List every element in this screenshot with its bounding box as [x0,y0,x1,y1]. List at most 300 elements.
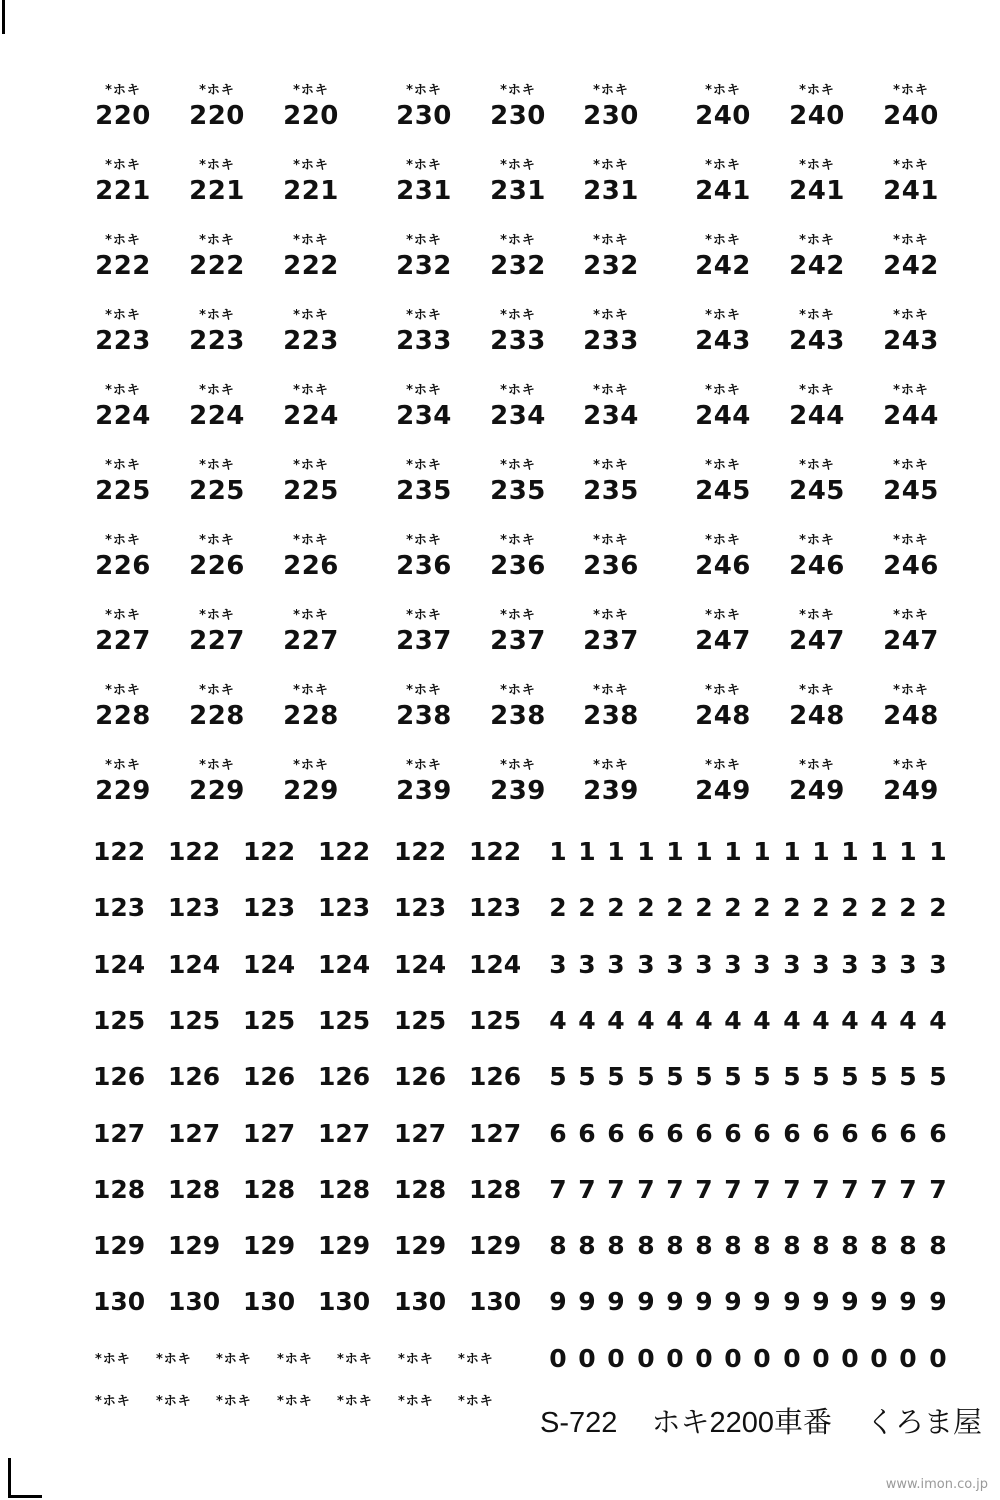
decal-prefix: *ホキ [799,158,835,173]
single-digit-decal: 4 [899,1006,917,1035]
decal-prefix: *ホキ [105,383,141,398]
decal-prefix: *ホキ [593,608,629,623]
decal-prefix: *ホキ [593,383,629,398]
car-number-decal [683,234,763,280]
decal-number: 247 [883,626,939,656]
car-number-decal [478,234,558,280]
decal-number: 226 [283,551,339,581]
decal-number: 249 [789,776,845,806]
single-digit-decal: 9 [753,1287,771,1316]
single-digit-decal: 6 [753,1119,771,1148]
decal-prefix: *ホキ [500,383,536,398]
single-digit-decal: 0 [666,1344,684,1373]
small-number-decal: 125 [394,1006,447,1035]
car-number-decal [83,459,163,505]
decal-number: 233 [583,326,639,356]
single-digit-decal: 0 [753,1344,771,1373]
car-number-decal [271,309,351,355]
decal-prefix: *ホキ [105,458,141,473]
car-number-decal [271,159,351,205]
single-digit-decal: 9 [724,1287,742,1316]
single-digit-decal: 7 [578,1175,596,1204]
decal-number: 243 [883,326,939,356]
small-number-decal: 123 [318,893,371,922]
decal-number: 236 [396,551,452,581]
decal-prefix: *ホキ [799,608,835,623]
single-digit-decal: 7 [870,1175,888,1204]
car-number-decal [571,159,651,205]
car-number-decal [478,759,558,805]
single-digit-decal: 5 [666,1062,684,1091]
car-number-decal [271,459,351,505]
car-number-decal [683,609,763,655]
car-number-decal [683,159,763,205]
car-number-decal [871,459,951,505]
small-number-decal: 127 [318,1119,371,1148]
decal-number: 231 [490,176,546,206]
decal-number: 240 [883,101,939,131]
decal-prefix: *ホキ [293,608,329,623]
single-digit-decal: 2 [695,893,713,922]
decal-number: 227 [189,626,245,656]
car-number-decal [571,759,651,805]
car-number-decal [571,609,651,655]
decal-number: 240 [695,101,751,131]
small-number-decal: 127 [394,1119,447,1148]
car-number-decal [177,159,257,205]
single-digit-decal: 3 [841,950,859,979]
single-digit-decal: 7 [637,1175,655,1204]
decal-prefix: *ホキ [293,683,329,698]
single-digit-decal: 0 [783,1344,801,1373]
decal-prefix: *ホキ [705,308,741,323]
car-number-decal [571,684,651,730]
car-number-decal [871,309,951,355]
small-number-decal: 128 [394,1175,447,1204]
single-digit-decal: 4 [841,1006,859,1035]
single-digit-decal: 2 [607,893,625,922]
car-number-decal [271,759,351,805]
decal-prefix: *ホキ [500,83,536,98]
single-digit-decal: 3 [549,950,567,979]
decal-number: 249 [883,776,939,806]
single-digit-decal: 0 [841,1344,859,1373]
car-number-decal [271,609,351,655]
car-number-decal [871,759,951,805]
small-number-decal: 123 [394,893,447,922]
single-digit-decal: 9 [783,1287,801,1316]
single-digit-decal: 1 [929,837,947,866]
car-number-decal [777,309,857,355]
single-digit-decal: 4 [578,1006,596,1035]
decal-number: 230 [490,101,546,131]
single-digit-decal: 8 [549,1231,567,1260]
decal-number: 242 [789,251,845,281]
small-number-decal: 125 [469,1006,522,1035]
car-number-decal [478,609,558,655]
decal-prefix: *ホキ [500,233,536,248]
small-number-decal: 126 [318,1062,371,1091]
single-digit-decal: 9 [549,1287,567,1316]
decal-number: 245 [883,476,939,506]
decal-number: 245 [789,476,845,506]
small-number-decal: 128 [243,1175,296,1204]
single-digit-decal: 5 [607,1062,625,1091]
car-number-decal [777,84,857,130]
decal-prefix: *ホキ [293,458,329,473]
single-digit-decal: 0 [695,1344,713,1373]
decal-prefix: *ホキ [593,758,629,773]
car-number-decal [871,609,951,655]
car-number-decal [177,459,257,505]
decal-prefix: *ホキ [199,533,235,548]
car-number-decal [384,309,464,355]
single-digit-decal: 8 [841,1231,859,1260]
single-digit-decal: 1 [666,837,684,866]
decal-number: 220 [95,101,151,131]
single-digit-decal: 6 [578,1119,596,1148]
decal-prefix: *ホキ [500,308,536,323]
decal-prefix: *ホキ [799,233,835,248]
small-number-decal: 130 [93,1287,146,1316]
decal-number: 239 [490,776,546,806]
small-number-decal: 123 [168,893,221,922]
car-number-decal [83,759,163,805]
single-digit-decal: 7 [812,1175,830,1204]
small-number-decal: 129 [168,1231,221,1260]
car-number-decal [271,384,351,430]
single-digit-decal: 2 [841,893,859,922]
single-digit-decal: 4 [549,1006,567,1035]
small-number-decal: 130 [318,1287,371,1316]
single-digit-decal: 3 [578,950,596,979]
decal-prefix: *ホキ [105,683,141,698]
decal-number: 247 [695,626,751,656]
single-digit-decal: 1 [637,837,655,866]
car-number-decal [177,309,257,355]
car-number-decal [871,684,951,730]
single-digit-decal: 3 [899,950,917,979]
decal-number: 235 [396,476,452,506]
decal-prefix: *ホキ [406,308,442,323]
car-number-decal [83,684,163,730]
decal-prefix: *ホキ [293,233,329,248]
decal-prefix: *ホキ [500,533,536,548]
decal-number: 241 [789,176,845,206]
car-number-decal [777,684,857,730]
car-number-decal [571,309,651,355]
decal-prefix: *ホキ [893,758,929,773]
decal-prefix: *ホキ [406,758,442,773]
small-number-decal: 125 [168,1006,221,1035]
small-number-decal: 123 [469,893,522,922]
single-digit-decal: 6 [870,1119,888,1148]
small-number-decal: 128 [318,1175,371,1204]
decal-number: 241 [883,176,939,206]
decal-number: 231 [396,176,452,206]
decal-number: 224 [189,401,245,431]
single-digit-decal: 9 [607,1287,625,1316]
decal-prefix: *ホキ [500,608,536,623]
decal-prefix: *ホキ [105,158,141,173]
decal-prefix: *ホキ [799,533,835,548]
prefix-decal: *ホキ [337,1352,373,1367]
single-digit-decal: 4 [637,1006,655,1035]
small-number-decal: 125 [318,1006,371,1035]
single-digit-decal: 7 [607,1175,625,1204]
single-digit-decal: 3 [637,950,655,979]
single-digit-decal: 1 [607,837,625,866]
single-digit-decal: 4 [666,1006,684,1035]
decal-number: 227 [283,626,339,656]
product-code: S-722 [540,1407,618,1439]
small-number-decal: 123 [93,893,146,922]
prefix-decal: *ホキ [95,1352,131,1367]
car-number-decal [777,759,857,805]
decal-prefix: *ホキ [500,758,536,773]
car-number-decal [871,534,951,580]
single-digit-decal: 5 [637,1062,655,1091]
car-number-decal [571,384,651,430]
decal-number: 249 [695,776,751,806]
decal-number: 223 [189,326,245,356]
small-number-decal: 128 [93,1175,146,1204]
small-number-decal: 124 [93,950,146,979]
car-number-decal [384,534,464,580]
single-digit-decal: 8 [783,1231,801,1260]
decal-number: 232 [583,251,639,281]
car-number-decal [683,459,763,505]
decal-prefix: *ホキ [705,683,741,698]
single-digit-decal: 3 [724,950,742,979]
decal-number: 248 [695,701,751,731]
decal-prefix: *ホキ [199,608,235,623]
single-digit-decal: 3 [753,950,771,979]
decal-prefix: *ホキ [406,83,442,98]
decal-prefix: *ホキ [293,308,329,323]
single-digit-decal: 6 [724,1119,742,1148]
decal-number: 228 [189,701,245,731]
decal-number: 220 [189,101,245,131]
car-number-decal [384,684,464,730]
decal-number: 237 [583,626,639,656]
car-number-decal [271,84,351,130]
decal-prefix: *ホキ [105,533,141,548]
single-digit-decal: 3 [870,950,888,979]
single-digit-decal: 0 [870,1344,888,1373]
single-digit-decal: 5 [841,1062,859,1091]
single-digit-decal: 2 [578,893,596,922]
decal-prefix: *ホキ [799,83,835,98]
car-number-decal [683,684,763,730]
decal-number: 244 [883,401,939,431]
car-number-decal [777,609,857,655]
decal-number: 238 [583,701,639,731]
single-digit-decal: 4 [783,1006,801,1035]
car-number-decal [177,609,257,655]
car-number-decal [384,234,464,280]
decal-number: 248 [883,701,939,731]
single-digit-decal: 5 [753,1062,771,1091]
car-number-decal [83,159,163,205]
decal-prefix: *ホキ [500,683,536,698]
small-number-decal: 123 [243,893,296,922]
car-number-decal [571,534,651,580]
car-number-decal [777,534,857,580]
single-digit-decal: 7 [929,1175,947,1204]
single-digit-decal: 9 [870,1287,888,1316]
car-number-decal [83,384,163,430]
car-number-decal [478,534,558,580]
decal-prefix: *ホキ [500,158,536,173]
single-digit-decal: 5 [870,1062,888,1091]
prefix-decal: *ホキ [277,1394,313,1409]
car-number-decal [871,159,951,205]
decal-prefix: *ホキ [105,83,141,98]
car-number-decal [478,309,558,355]
car-number-decal [478,384,558,430]
decal-number: 225 [189,476,245,506]
single-digit-decal: 9 [637,1287,655,1316]
decal-number: 248 [789,701,845,731]
car-number-decal [83,609,163,655]
single-digit-decal: 3 [607,950,625,979]
single-digit-decal: 6 [666,1119,684,1148]
small-number-decal: 125 [93,1006,146,1035]
decal-number: 241 [695,176,751,206]
car-number-decal [83,234,163,280]
small-number-decal: 122 [93,837,146,866]
decal-prefix: *ホキ [893,233,929,248]
single-digit-decal: 0 [724,1344,742,1373]
single-digit-decal: 6 [549,1119,567,1148]
decal-number: 238 [396,701,452,731]
car-number-decal [384,384,464,430]
single-digit-decal: 8 [753,1231,771,1260]
car-number-decal [177,759,257,805]
single-digit-decal: 6 [899,1119,917,1148]
car-number-decal [571,234,651,280]
single-digit-decal: 7 [783,1175,801,1204]
small-number-decal: 127 [93,1119,146,1148]
prefix-decal: *ホキ [216,1352,252,1367]
car-number-decal [384,759,464,805]
decal-number: 237 [490,626,546,656]
decal-number: 223 [283,326,339,356]
prefix-decal: *ホキ [277,1352,313,1367]
decal-prefix: *ホキ [199,758,235,773]
decal-number: 236 [490,551,546,581]
decal-prefix: *ホキ [293,83,329,98]
decal-prefix: *ホキ [705,758,741,773]
decal-prefix: *ホキ [406,233,442,248]
car-number-decal [571,84,651,130]
single-digit-decal: 9 [812,1287,830,1316]
decal-number: 222 [189,251,245,281]
decal-number: 235 [583,476,639,506]
prefix-decal: *ホキ [398,1352,434,1367]
decal-prefix: *ホキ [406,608,442,623]
decal-prefix: *ホキ [705,458,741,473]
small-number-decal: 126 [469,1062,522,1091]
single-digit-decal: 0 [578,1344,596,1373]
small-number-decal: 130 [394,1287,447,1316]
decal-number: 232 [490,251,546,281]
decal-prefix: *ホキ [799,458,835,473]
decal-prefix: *ホキ [105,233,141,248]
decal-prefix: *ホキ [199,458,235,473]
single-digit-decal: 1 [783,837,801,866]
decal-prefix: *ホキ [105,308,141,323]
decal-number: 227 [95,626,151,656]
single-digit-decal: 4 [607,1006,625,1035]
decal-number: 221 [189,176,245,206]
single-digit-decal: 4 [870,1006,888,1035]
small-number-decal: 126 [93,1062,146,1091]
decal-prefix: *ホキ [705,533,741,548]
single-digit-decal: 9 [695,1287,713,1316]
decal-prefix: *ホキ [199,233,235,248]
decal-number: 230 [396,101,452,131]
decal-number: 247 [789,626,845,656]
decal-prefix: *ホキ [593,308,629,323]
decal-prefix: *ホキ [199,83,235,98]
decal-prefix: *ホキ [199,308,235,323]
watermark: www.imon.co.jp [885,1477,988,1492]
single-digit-decal: 7 [549,1175,567,1204]
decal-prefix: *ホキ [705,233,741,248]
car-number-decal [777,159,857,205]
decal-number: 237 [396,626,452,656]
decal-prefix: *ホキ [893,383,929,398]
small-number-decal: 127 [243,1119,296,1148]
single-digit-decal: 2 [812,893,830,922]
single-digit-decal: 1 [812,837,830,866]
single-digit-decal: 2 [724,893,742,922]
single-digit-decal: 3 [666,950,684,979]
single-digit-decal: 7 [841,1175,859,1204]
car-number-decal [177,684,257,730]
car-number-decal [177,234,257,280]
single-digit-decal: 4 [812,1006,830,1035]
decal-number: 229 [283,776,339,806]
decal-prefix: *ホキ [893,458,929,473]
single-digit-decal: 7 [695,1175,713,1204]
single-digit-decal: 9 [841,1287,859,1316]
single-digit-decal: 6 [929,1119,947,1148]
decal-prefix: *ホキ [799,758,835,773]
single-digit-decal: 8 [724,1231,742,1260]
single-digit-decal: 6 [695,1119,713,1148]
single-digit-decal: 1 [549,837,567,866]
sheet-footer [540,1400,982,1441]
decal-prefix: *ホキ [293,383,329,398]
single-digit-decal: 2 [637,893,655,922]
decal-number: 233 [490,326,546,356]
single-digit-decal: 2 [929,893,947,922]
decal-number: 243 [695,326,751,356]
decal-prefix: *ホキ [799,683,835,698]
decal-number: 221 [95,176,151,206]
small-number-decal: 122 [243,837,296,866]
single-digit-decal: 9 [666,1287,684,1316]
decal-prefix: *ホキ [893,83,929,98]
decal-prefix: *ホキ [893,608,929,623]
small-number-decal: 125 [243,1006,296,1035]
decal-prefix: *ホキ [705,608,741,623]
decal-prefix: *ホキ [705,158,741,173]
car-number-decal [271,684,351,730]
